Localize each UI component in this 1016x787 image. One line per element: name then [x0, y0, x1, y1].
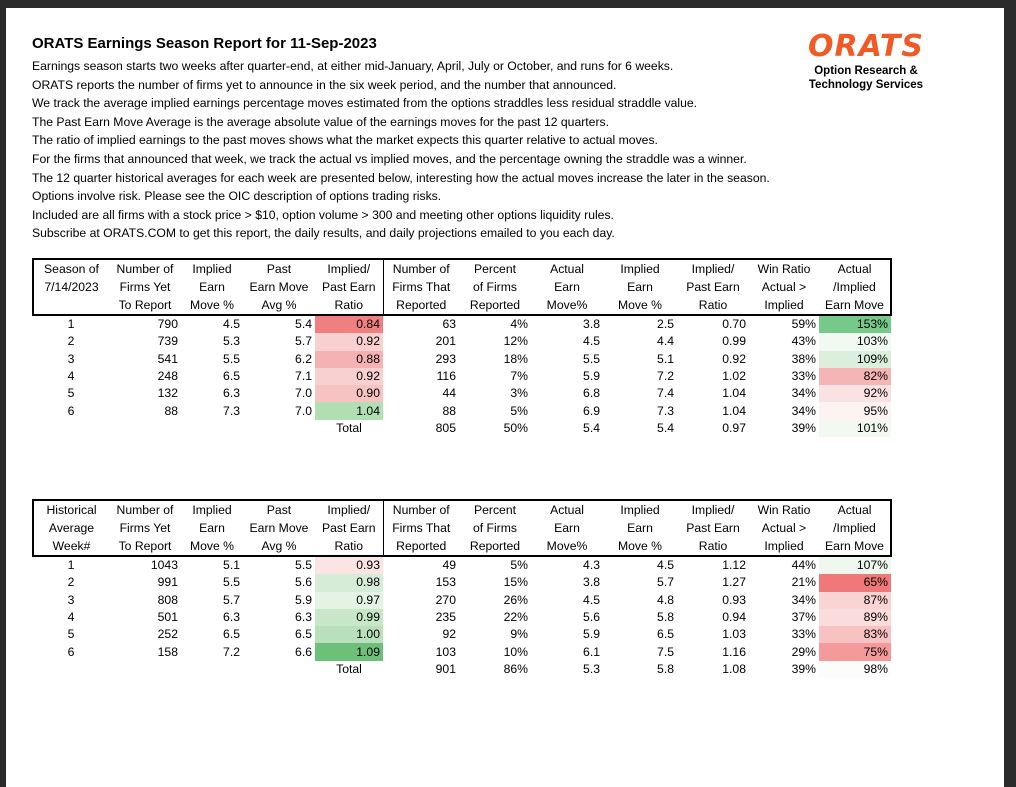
intro-line: The ratio of implied earnings to the past moves shows what the market expects this quarter relative to actual moves. — [32, 133, 658, 148]
table-cell: 7.4 — [657, 386, 674, 401]
table-cell: 33% — [791, 369, 816, 384]
report-page — [6, 8, 1004, 787]
header-line: Earn — [199, 521, 225, 535]
table-cell: 5.7 — [295, 334, 312, 349]
column-header — [109, 259, 181, 315]
table-cell: 790 — [157, 317, 178, 332]
header-line: Earn Move — [825, 539, 884, 553]
column-header — [243, 500, 315, 556]
table-cell: 5.9 — [583, 627, 600, 642]
table-cell: 6.6 — [295, 644, 312, 659]
column-header — [315, 500, 383, 556]
header-line: Reported — [469, 539, 521, 553]
header-line: Firms That — [392, 521, 451, 535]
table-cell: 116 — [436, 369, 456, 384]
table-cell: 49 — [442, 558, 456, 573]
table-cell: 7.1 — [295, 369, 312, 384]
intro-line: Earnings season starts two weeks after quarter-end, at either mid-January, April, July or October, and runs for 6 weeks. — [32, 59, 674, 73]
table-cell: 7.2 — [223, 644, 240, 659]
total-cell: 901 — [435, 661, 456, 676]
table-cell: 5.4 — [295, 317, 312, 332]
table-cell: 5.8 — [657, 610, 674, 625]
header-line: Earn — [199, 280, 225, 294]
table-cell: 5 — [67, 386, 75, 401]
table-cell: 1.02 — [722, 369, 746, 384]
table-cell: 2.5 — [657, 317, 674, 332]
header-line: Number of — [116, 503, 174, 517]
column-header — [531, 500, 603, 556]
table-cell: 103% — [819, 333, 891, 350]
table-cell: 3.8 — [583, 575, 600, 590]
table-cell: 6.3 — [223, 386, 240, 401]
table-cell: 4.3 — [583, 558, 600, 573]
table-cell: 89% — [819, 609, 891, 626]
column-header — [819, 500, 891, 556]
header-line: Earn Move — [825, 298, 884, 312]
historical-table — [32, 499, 892, 678]
table-cell: 34% — [791, 386, 816, 401]
total-cell: 101% — [819, 420, 891, 437]
table-cell: 808 — [157, 592, 178, 607]
table-cell: 83% — [819, 626, 891, 643]
header-line: Earn — [554, 521, 580, 535]
header-line: Move% — [546, 298, 588, 312]
total-cell: 39% — [791, 661, 816, 676]
header-line: Avg % — [261, 298, 297, 312]
empty-cell — [109, 661, 181, 678]
total-label: Total — [336, 420, 362, 435]
table-cell: 1.00 — [315, 626, 383, 643]
table-cell: 5.7 — [657, 575, 674, 590]
table-cell: 88 — [442, 403, 456, 418]
intro-line: ORATS reports the number of firms yet to announce in the six week period, and the number that announced. — [32, 77, 617, 92]
table-cell: 6.5 — [295, 627, 312, 642]
table-cell: 7.0 — [295, 403, 312, 418]
header-line: Percent — [473, 262, 516, 276]
column-header — [677, 259, 749, 315]
total-row — [33, 661, 891, 678]
header-line: Move% — [546, 539, 588, 553]
table-cell: 4.5 — [223, 317, 240, 332]
table-cell: 0.97 — [315, 592, 383, 609]
table-cell: 0.93 — [315, 556, 383, 574]
table-cell: 5.7 — [223, 592, 240, 607]
table-cell: 4.5 — [657, 558, 674, 573]
intro-line: The 12 quarter historical averages for each week are presented below, interesting how the actual moves increase the later in the season. — [32, 170, 770, 185]
header-line: Firms Yet — [119, 521, 171, 535]
table-cell: 1 — [67, 317, 75, 332]
table-cell: 21% — [791, 575, 816, 590]
column-header — [383, 259, 459, 315]
table-row — [33, 626, 891, 643]
column-header — [33, 500, 109, 556]
table-cell: 44% — [791, 558, 816, 573]
empty-cell — [33, 661, 109, 678]
table-cell: 6.1 — [583, 644, 600, 659]
table-cell: 3 — [67, 351, 75, 366]
table-cell: 22% — [503, 610, 528, 625]
header-line: Earn — [554, 280, 580, 294]
intro-line: Options involve risk. Please see the OIC description of options trading risks. — [32, 189, 442, 204]
table-cell: 18% — [503, 351, 528, 366]
table-cell: 65% — [819, 574, 891, 591]
table-cell: 29% — [791, 644, 816, 659]
table-cell: 4 — [67, 369, 75, 384]
total-cell: 1.08 — [722, 661, 746, 676]
table-cell: 270 — [435, 592, 456, 607]
table-cell: 293 — [435, 351, 456, 366]
table-cell: 3 — [67, 592, 75, 607]
header-line: Ratio — [698, 539, 728, 553]
column-header — [109, 500, 181, 556]
table-cell: 991 — [157, 575, 178, 590]
table-cell: 201 — [435, 334, 456, 349]
table-cell: 7.3 — [223, 403, 240, 418]
table-cell: 109% — [819, 351, 891, 368]
table-cell: 34% — [791, 592, 816, 607]
table-cell: 38% — [791, 351, 816, 366]
header-line: Ratio — [334, 539, 363, 553]
total-cell: 39% — [791, 420, 816, 435]
table-row — [33, 574, 891, 591]
table-row — [33, 333, 891, 350]
table-cell: 0.99 — [315, 609, 383, 626]
table-cell: 3% — [510, 386, 528, 401]
column-header — [459, 259, 531, 315]
table-cell: 59% — [791, 317, 816, 332]
table-cell: 7.0 — [295, 386, 312, 401]
header-line: Implied — [764, 539, 804, 553]
column-header — [677, 500, 749, 556]
column-header — [603, 500, 677, 556]
table-cell: 6.3 — [295, 610, 312, 625]
column-header — [459, 500, 531, 556]
column-header — [181, 500, 243, 556]
total-cell: 5.4 — [583, 420, 600, 435]
header-line: Reported — [396, 539, 447, 553]
table-cell: 0.98 — [315, 574, 383, 591]
table-cell: 15% — [503, 575, 528, 590]
column-header — [749, 500, 819, 556]
table-cell: 5.5 — [295, 558, 312, 573]
header-line: Implied/ — [327, 262, 371, 276]
table-cell: 63 — [442, 317, 456, 332]
total-label: Total — [336, 661, 362, 676]
table-cell: 6.3 — [223, 610, 240, 625]
empty-cell — [243, 420, 315, 437]
table-cell: 6 — [67, 644, 75, 659]
header-line: Reported — [469, 298, 521, 312]
logo-line-1: Option Research & — [814, 65, 918, 77]
intro-line: For the firms that announced that week, we track the actual vs implied moves, and the percentage owning the straddle was a winner. — [32, 151, 747, 166]
header-line: Implied/ — [691, 503, 735, 517]
table-cell: 739 — [157, 334, 178, 349]
header-line: /Implied — [833, 521, 876, 535]
total-cell: 5.8 — [657, 661, 674, 676]
table-cell: 5% — [510, 403, 528, 418]
table-row — [33, 592, 891, 609]
column-header — [819, 259, 891, 315]
column-header — [383, 500, 459, 556]
column-header — [749, 259, 819, 315]
header-line: Reported — [396, 298, 447, 312]
table-cell: 5 — [67, 627, 75, 642]
season-table — [32, 258, 892, 437]
table-cell: 6.5 — [657, 627, 674, 642]
total-cell: 0.97 — [722, 420, 746, 435]
intro-line: Included are all firms with a stock price > $10, option volume > 300 and meeting other options liquidity rules. — [32, 207, 614, 222]
header-line: Move % — [617, 298, 663, 312]
header-line: Actual > — [761, 280, 807, 294]
total-cell: 50% — [503, 420, 528, 435]
total-cell: 805 — [435, 420, 456, 435]
table-cell: 92% — [819, 385, 891, 402]
total-cell: 5.3 — [583, 661, 600, 676]
header-line: 7/14/2023 — [44, 280, 99, 294]
table-cell: 2 — [67, 575, 75, 590]
table-cell: 2 — [67, 334, 75, 349]
header-line: Implied — [620, 503, 660, 517]
table-cell: 4 — [67, 610, 75, 625]
table-cell: 5.1 — [223, 558, 240, 573]
header-line: Season of — [44, 262, 99, 276]
table-cell: 541 — [157, 351, 178, 366]
empty-cell — [109, 420, 181, 437]
table-cell: 7.3 — [657, 403, 674, 418]
header-line: Past Earn — [321, 521, 376, 535]
header-line: of Firms — [472, 521, 517, 535]
report-title: ORATS Earnings Season Report for 11-Sep-2023 — [32, 35, 377, 52]
header-line: Past — [266, 262, 292, 276]
intro-line: The Past Earn Move Average is the average absolute value of the earnings moves for the past 12 quarters. — [32, 114, 609, 129]
header-line: /Implied — [833, 280, 876, 294]
table-cell: 37% — [791, 610, 816, 625]
header-line: Actual — [550, 262, 584, 276]
column-header — [33, 259, 109, 315]
header-line: Earn Move — [249, 280, 309, 294]
header-line: Actual — [837, 503, 872, 517]
table-cell: 0.88 — [315, 351, 383, 368]
table-row — [33, 368, 891, 385]
table-cell: 0.99 — [722, 334, 746, 349]
table-cell: 33% — [791, 627, 816, 642]
table-cell: 5.3 — [223, 334, 240, 349]
header-row — [33, 259, 891, 315]
table-cell: 3.8 — [583, 317, 600, 332]
intro-line: We track the average implied earnings percentage moves estimated from the options straddles less residual straddle value. — [32, 96, 698, 111]
orats-logo — [796, 30, 936, 92]
header-line: Win Ratio — [757, 503, 811, 517]
header-line: Implied — [764, 298, 804, 312]
table-cell: 92 — [442, 627, 456, 642]
column-header — [243, 259, 315, 315]
header-line: Win Ratio — [757, 262, 811, 276]
header-line: of Firms — [472, 280, 517, 294]
table-cell: 501 — [157, 610, 178, 625]
header-line: Firms That — [392, 280, 451, 294]
table-cell: 4.4 — [657, 334, 674, 349]
table-row — [33, 402, 891, 419]
table-cell: 5.1 — [657, 351, 674, 366]
table-cell: 1.16 — [722, 644, 746, 659]
header-line: Number of — [392, 503, 450, 517]
table-cell: 153% — [819, 315, 891, 333]
header-line: Implied — [192, 503, 232, 517]
header-line: Earn — [627, 521, 653, 535]
table-cell: 0.92 — [722, 351, 746, 366]
table-cell: 4.8 — [657, 592, 674, 607]
table-cell: 0.84 — [315, 315, 383, 333]
logo-line-2: Technology Services — [808, 79, 924, 91]
empty-cell — [181, 420, 243, 437]
empty-cell — [243, 661, 315, 678]
header-line: Past Earn — [686, 521, 740, 535]
table-cell: 5.5 — [583, 351, 600, 366]
table-cell: 6.9 — [583, 403, 600, 418]
table-cell: 43% — [791, 334, 816, 349]
header-line: To Report — [118, 298, 172, 312]
table-cell: 0.94 — [722, 610, 746, 625]
header-line: Past Earn — [321, 280, 376, 294]
header-line: Implied — [192, 262, 232, 276]
table-cell: 153 — [435, 575, 456, 590]
table-cell: 9% — [510, 627, 528, 642]
table-cell: 6.2 — [295, 351, 312, 366]
table-cell: 5% — [510, 558, 528, 573]
table-cell: 26% — [503, 592, 528, 607]
header-line: Actual > — [761, 521, 807, 535]
empty-cell — [181, 661, 243, 678]
total-row — [33, 420, 891, 437]
table-cell: 158 — [157, 644, 178, 659]
header-line: Week# — [52, 539, 91, 553]
table-cell: 88 — [164, 403, 178, 418]
table-row — [33, 556, 891, 574]
header-line: Past Earn — [686, 280, 740, 294]
column-header — [315, 259, 383, 315]
table-cell: 10% — [503, 644, 528, 659]
table-cell: 5.6 — [583, 610, 600, 625]
table-cell: 235 — [435, 610, 456, 625]
column-header — [181, 259, 243, 315]
table-row — [33, 315, 891, 333]
logo-mark: ORATS — [807, 29, 925, 64]
table-cell: 6.5 — [223, 369, 240, 384]
table-cell: 5.5 — [223, 351, 240, 366]
header-line: Number of — [116, 262, 174, 276]
table-cell: 0.92 — [315, 333, 383, 350]
table-cell: 0.92 — [315, 368, 383, 385]
table-cell: 0.90 — [315, 385, 383, 402]
table-cell: 7.2 — [657, 369, 674, 384]
header-line: Earn Move — [249, 521, 309, 535]
table-cell: 34% — [791, 403, 816, 418]
table-cell: 1043 — [150, 558, 178, 573]
table-cell: 1 — [67, 558, 75, 573]
table-cell: 1.12 — [722, 558, 746, 573]
total-cell: 98% — [819, 661, 891, 678]
header-line: Move % — [189, 539, 235, 553]
header-line: Average — [48, 521, 95, 535]
table-row — [33, 385, 891, 402]
header-line: Avg % — [261, 539, 297, 553]
header-line: Percent — [473, 503, 516, 517]
header-line: Implied/ — [691, 262, 735, 276]
column-header — [603, 259, 677, 315]
table-cell: 107% — [819, 556, 891, 574]
table-cell: 4.5 — [583, 334, 600, 349]
header-line: Ratio — [698, 298, 728, 312]
intro-line: Subscribe at ORATS.COM to get this report, the daily results, and daily projections emailed to you each day. — [32, 226, 615, 241]
header-line: Number of — [392, 262, 450, 276]
table-row — [33, 643, 891, 660]
table-row — [33, 609, 891, 626]
header-line: Implied — [620, 262, 660, 276]
table-cell: 5.5 — [223, 575, 240, 590]
header-row — [33, 500, 891, 556]
header-line: Implied/ — [327, 503, 371, 517]
table-cell: 0.93 — [722, 592, 746, 607]
table-cell: 1.03 — [722, 627, 746, 642]
table-cell: 5.6 — [295, 575, 312, 590]
header-line: Firms Yet — [119, 280, 171, 294]
header-line: Actual — [550, 503, 584, 517]
table-cell: 7.5 — [657, 644, 674, 659]
table-cell: 4% — [510, 317, 528, 332]
intro-text — [32, 57, 832, 243]
table-cell: 1.27 — [722, 575, 746, 590]
table-cell: 4.5 — [583, 592, 600, 607]
table-cell: 6 — [67, 403, 75, 418]
header-line: Past — [266, 503, 292, 517]
table-cell: 87% — [819, 592, 891, 609]
table-cell: 248 — [157, 369, 178, 384]
table-cell: 1.04 — [722, 403, 746, 418]
table-row — [33, 351, 891, 368]
table-cell: 6.8 — [583, 386, 600, 401]
empty-cell — [33, 420, 109, 437]
total-cell: 86% — [503, 661, 528, 676]
table-cell: 1.09 — [315, 643, 383, 660]
table-cell: 252 — [157, 627, 178, 642]
table-cell: 82% — [819, 368, 891, 385]
column-header — [531, 259, 603, 315]
table-cell: 5.9 — [295, 592, 312, 607]
table-cell: 6.5 — [223, 627, 240, 642]
table-cell: 103 — [435, 644, 456, 659]
header-line: Move % — [617, 539, 663, 553]
table-cell: 0.70 — [722, 317, 746, 332]
table-cell: 44 — [442, 386, 456, 401]
table-cell: 1.04 — [315, 402, 383, 419]
header-line: Actual — [837, 262, 872, 276]
header-line: Ratio — [334, 298, 363, 312]
header-line: Earn — [627, 280, 653, 294]
table-cell: 132 — [157, 386, 178, 401]
header-line: To Report — [118, 539, 172, 553]
table-cell: 7% — [510, 369, 528, 384]
table-cell: 5.9 — [583, 369, 600, 384]
table-cell: 1.04 — [722, 386, 746, 401]
total-cell: 5.4 — [657, 420, 674, 435]
table-cell: 75% — [819, 643, 891, 660]
table-cell: 12% — [503, 334, 528, 349]
table-cell: 95% — [819, 402, 891, 419]
header-line: Move % — [189, 298, 235, 312]
header-line: Historical — [46, 503, 97, 517]
